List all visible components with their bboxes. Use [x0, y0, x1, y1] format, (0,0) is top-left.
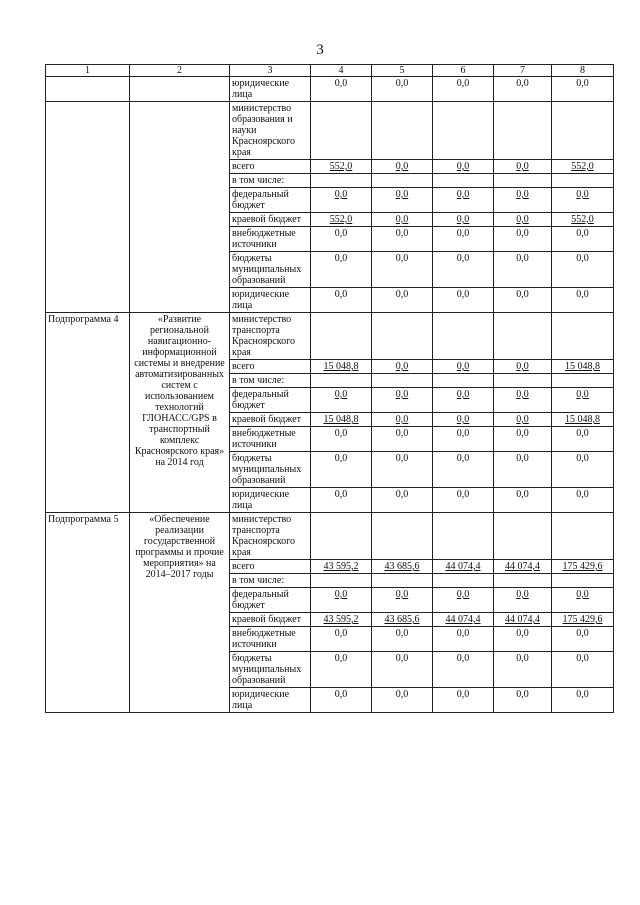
- value-cell: 15 048,8: [552, 360, 614, 374]
- page-number: 3: [316, 42, 324, 58]
- value-cell: 0,0: [372, 252, 433, 288]
- value-cell: 552,0: [311, 213, 372, 227]
- value-cell: 0,0: [372, 427, 433, 452]
- value-cell: 44 074,4: [433, 560, 494, 574]
- value-cell: 0,0: [433, 388, 494, 413]
- value-cell: 0,0: [311, 452, 372, 488]
- empty-cell: [494, 513, 552, 560]
- value-cell: 0,0: [372, 188, 433, 213]
- value-cell: 0,0: [494, 288, 552, 313]
- value-cell: 0,0: [372, 77, 433, 102]
- value-cell: 0,0: [433, 688, 494, 713]
- source-label-cell: федеральный бюджет: [230, 588, 311, 613]
- value-cell: 0,0: [433, 252, 494, 288]
- source-label-cell: в том числе:: [230, 174, 311, 188]
- value-cell: 0,0: [433, 413, 494, 427]
- value-cell: [552, 574, 614, 588]
- value-cell: 0,0: [552, 252, 614, 288]
- value-cell: [494, 374, 552, 388]
- value-cell: 15 048,8: [311, 413, 372, 427]
- empty-cell: [311, 313, 372, 360]
- program-name-cell: «Развитие региональной навигационно-информационной системы и внедрение автоматизированных систем с использованием технологий ГЛОНАСС/GPS в транспортный комплекс Красноярского края» на 2014 год: [130, 313, 230, 513]
- value-cell: 0,0: [372, 588, 433, 613]
- value-cell: 0,0: [494, 213, 552, 227]
- value-cell: 0,0: [494, 77, 552, 102]
- source-label-cell: юридические лица: [230, 488, 311, 513]
- value-cell: 0,0: [552, 288, 614, 313]
- financing-table: [45, 64, 614, 713]
- empty-cell: [311, 102, 372, 160]
- empty-cell: [311, 513, 372, 560]
- value-cell: 0,0: [433, 160, 494, 174]
- header-cell: 5: [372, 65, 433, 77]
- value-cell: 0,0: [552, 688, 614, 713]
- value-cell: 0,0: [433, 213, 494, 227]
- source-label-cell: юридические лица: [230, 288, 311, 313]
- value-cell: 175 429,6: [552, 560, 614, 574]
- program-cell: Подпрограмма 5: [46, 513, 130, 713]
- value-cell: 0,0: [311, 427, 372, 452]
- value-cell: 0,0: [372, 413, 433, 427]
- source-label-cell: всего: [230, 560, 311, 574]
- value-cell: [372, 174, 433, 188]
- table-row: [46, 77, 614, 102]
- value-cell: 0,0: [311, 652, 372, 688]
- source-label-cell: юридические лица: [230, 77, 311, 102]
- value-cell: 0,0: [372, 160, 433, 174]
- ministry-cell: министерство транспорта Красноярского края: [230, 313, 311, 360]
- value-cell: 0,0: [494, 252, 552, 288]
- value-cell: 0,0: [494, 452, 552, 488]
- empty-cell: [494, 102, 552, 160]
- empty-cell: [372, 102, 433, 160]
- value-cell: 0,0: [552, 452, 614, 488]
- value-cell: 0,0: [311, 688, 372, 713]
- value-cell: 0,0: [494, 388, 552, 413]
- value-cell: [311, 574, 372, 588]
- value-cell: 43 595,2: [311, 613, 372, 627]
- empty-cell: [552, 102, 614, 160]
- value-cell: 0,0: [372, 488, 433, 513]
- source-label-cell: краевой бюджет: [230, 413, 311, 427]
- value-cell: 0,0: [372, 652, 433, 688]
- ministry-row: [46, 513, 614, 560]
- value-cell: 0,0: [433, 188, 494, 213]
- value-cell: [311, 174, 372, 188]
- empty-cell: [433, 313, 494, 360]
- value-cell: 0,0: [552, 588, 614, 613]
- header-cell: 4: [311, 65, 372, 77]
- value-cell: [552, 174, 614, 188]
- program-name-cell: [130, 77, 230, 102]
- value-cell: 0,0: [372, 213, 433, 227]
- value-cell: 0,0: [433, 588, 494, 613]
- value-cell: 43 685,6: [372, 613, 433, 627]
- value-cell: 43 595,2: [311, 560, 372, 574]
- value-cell: 552,0: [552, 160, 614, 174]
- value-cell: 0,0: [433, 427, 494, 452]
- value-cell: [552, 374, 614, 388]
- source-label-cell: федеральный бюджет: [230, 388, 311, 413]
- value-cell: 0,0: [552, 188, 614, 213]
- program-cell: [46, 77, 130, 102]
- value-cell: 0,0: [372, 360, 433, 374]
- source-label-cell: в том числе:: [230, 374, 311, 388]
- value-cell: 0,0: [552, 227, 614, 252]
- value-cell: 0,0: [311, 288, 372, 313]
- value-cell: 0,0: [433, 360, 494, 374]
- value-cell: 0,0: [494, 227, 552, 252]
- value-cell: 0,0: [372, 227, 433, 252]
- value-cell: 0,0: [552, 77, 614, 102]
- source-label-cell: всего: [230, 360, 311, 374]
- source-label-cell: внебюджетные источники: [230, 227, 311, 252]
- empty-cell: [494, 313, 552, 360]
- value-cell: 0,0: [433, 227, 494, 252]
- empty-cell: [552, 513, 614, 560]
- header-cell: 3: [230, 65, 311, 77]
- value-cell: 43 685,6: [372, 560, 433, 574]
- value-cell: 0,0: [552, 427, 614, 452]
- program-name-cell: «Обеспечение реализации государственной программы и прочие мероприятия» на 2014–2017 годы: [130, 513, 230, 713]
- value-cell: 0,0: [494, 188, 552, 213]
- value-cell: 0,0: [372, 288, 433, 313]
- ministry-row: [46, 313, 614, 360]
- program-cell: [46, 102, 130, 313]
- value-cell: 0,0: [494, 360, 552, 374]
- value-cell: [372, 574, 433, 588]
- ministry-cell: министерство транспорта Красноярского края: [230, 513, 311, 560]
- source-label-cell: всего: [230, 160, 311, 174]
- header-cell: 8: [552, 65, 614, 77]
- source-label-cell: в том числе:: [230, 574, 311, 588]
- value-cell: 0,0: [311, 488, 372, 513]
- source-label-cell: бюджеты муниципальных образований: [230, 452, 311, 488]
- value-cell: 0,0: [494, 652, 552, 688]
- value-cell: 552,0: [311, 160, 372, 174]
- value-cell: 0,0: [433, 488, 494, 513]
- value-cell: [311, 374, 372, 388]
- value-cell: 0,0: [494, 427, 552, 452]
- value-cell: [433, 174, 494, 188]
- value-cell: 0,0: [372, 388, 433, 413]
- value-cell: 0,0: [494, 588, 552, 613]
- value-cell: 0,0: [311, 252, 372, 288]
- empty-cell: [372, 313, 433, 360]
- value-cell: 44 074,4: [433, 613, 494, 627]
- program-name-cell: [130, 102, 230, 313]
- value-cell: 0,0: [311, 227, 372, 252]
- value-cell: 0,0: [552, 488, 614, 513]
- value-cell: 0,0: [494, 413, 552, 427]
- empty-cell: [552, 313, 614, 360]
- ministry-cell: министерство образования и науки Красноярского края: [230, 102, 311, 160]
- empty-cell: [433, 102, 494, 160]
- value-cell: 0,0: [311, 388, 372, 413]
- value-cell: 15 048,8: [552, 413, 614, 427]
- source-label-cell: краевой бюджет: [230, 613, 311, 627]
- value-cell: 0,0: [552, 388, 614, 413]
- value-cell: 0,0: [311, 588, 372, 613]
- value-cell: 0,0: [311, 627, 372, 652]
- value-cell: 0,0: [372, 627, 433, 652]
- value-cell: 0,0: [494, 688, 552, 713]
- value-cell: 15 048,8: [311, 360, 372, 374]
- source-label-cell: бюджеты муниципальных образований: [230, 652, 311, 688]
- source-label-cell: краевой бюджет: [230, 213, 311, 227]
- value-cell: 0,0: [433, 652, 494, 688]
- source-label-cell: внебюджетные источники: [230, 627, 311, 652]
- value-cell: 0,0: [311, 188, 372, 213]
- empty-cell: [433, 513, 494, 560]
- header-cell: 6: [433, 65, 494, 77]
- value-cell: 0,0: [433, 77, 494, 102]
- value-cell: 44 074,4: [494, 613, 552, 627]
- column-number-row: [46, 65, 614, 77]
- source-label-cell: федеральный бюджет: [230, 188, 311, 213]
- value-cell: 0,0: [372, 688, 433, 713]
- header-cell: 1: [46, 65, 130, 77]
- value-cell: [433, 374, 494, 388]
- value-cell: 552,0: [552, 213, 614, 227]
- value-cell: [433, 574, 494, 588]
- value-cell: 0,0: [433, 288, 494, 313]
- value-cell: 0,0: [494, 488, 552, 513]
- header-cell: 7: [494, 65, 552, 77]
- header-cell: 2: [130, 65, 230, 77]
- value-cell: 0,0: [552, 627, 614, 652]
- empty-cell: [372, 513, 433, 560]
- value-cell: 0,0: [433, 452, 494, 488]
- value-cell: [372, 374, 433, 388]
- value-cell: 44 074,4: [494, 560, 552, 574]
- ministry-row: [46, 102, 614, 160]
- value-cell: 0,0: [311, 77, 372, 102]
- value-cell: 175 429,6: [552, 613, 614, 627]
- program-cell: Подпрограмма 4: [46, 313, 130, 513]
- source-label-cell: бюджеты муниципальных образований: [230, 252, 311, 288]
- value-cell: [494, 174, 552, 188]
- value-cell: 0,0: [552, 652, 614, 688]
- value-cell: 0,0: [494, 627, 552, 652]
- value-cell: 0,0: [372, 452, 433, 488]
- source-label-cell: юридические лица: [230, 688, 311, 713]
- value-cell: [494, 574, 552, 588]
- value-cell: 0,0: [494, 160, 552, 174]
- value-cell: 0,0: [433, 627, 494, 652]
- source-label-cell: внебюджетные источники: [230, 427, 311, 452]
